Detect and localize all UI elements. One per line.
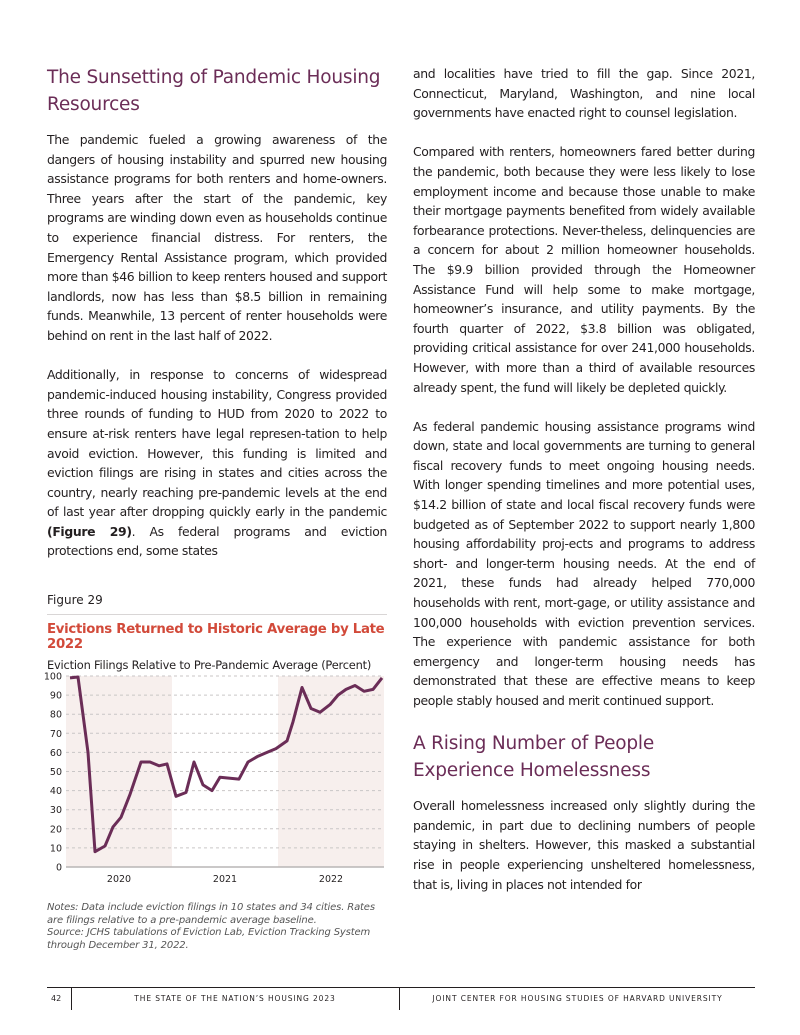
figure-title: Evictions Returned to Historic Average by Late 2022 — [47, 622, 385, 652]
section-heading-sunsetting: The Sunsetting of Pandemic Housing Resources — [47, 67, 381, 115]
figure-notes — [47, 902, 392, 952]
figure-subtitle: Eviction Filings Relative to Pre-Pandemic Average (Percent) — [47, 658, 372, 672]
paragraph: As federal pandemic housing assistance programs wind down, state and local governments are turning to general fiscal recovery funds to meet ongoing housing needs. With longer spending timelines and more potential uses, $14.2 billion of state and local fiscal recovery funds were budgeted as of September 2022 to support nearly 1,800 housing affordability proj-ects and programs to address short- and longer-term housing needs. At the end of 2021, these funds had already helped 770,000 households with rent, mort-gage, or utility assistance and 100,000 households with eviction prevention services. The experience with pandemic assistance for both emergency and longer-term housing needs has demonstrated that these are effective means to keep people stably housed and merit continued support. — [413, 418, 755, 708]
paragraph-text: Additionally, in response to concerns of widespread pandemic-induced housing instability, Congress provided three rounds of funding to HUD from 2020 to 2022 to ensure at-risk renters have legal represen-tation to help avoid eviction. However, this funding is limited and eviction filings are rising in states and cities across the country, nearly reaching pre-pandemic levels at the end of last year after dropping quickly early in the pandemic — [47, 367, 387, 520]
paragraph: The pandemic fueled a growing awareness of the dangers of housing instability and spurred new housing assistance programs for both renters and home-owners. Three years after the start of the pandemic, key programs are winding down even as households continue to experience financial distress. For renters, the Emergency Rental Assistance program, which provided more than $46 billion to keep renters housed and support landlords, now has less than $8.5 billion in remaining funds. Meanwhile, 13 percent of renter households were behind on rent in the last half of 2022. — [47, 132, 387, 343]
paragraph: Compared with renters, homeowners fared better during the pandemic, both because they were less likely to lose employment income and because those unable to make their mortgage payments benefited from widely available forbearance protections. Never-theless, delinquencies are a concern for about 2 million homeowner households. The $9.9 billion provided through the Homeowner Assistance Fund will help some to make mortgage, homeowner’s insurance, and utility payments. By the fourth quarter of 2022, $3.8 billion was obligated, providing critical assistance for over 241,000 households. However, with more than a third of available resources already spent, the fund will likely be depleted quickly. — [413, 144, 755, 395]
x-axis-ticks — [107, 874, 343, 885]
x-tick-label: 2020 — [106, 874, 132, 885]
figure-reference: (Figure 29) — [47, 523, 132, 539]
source-text: Source: JCHS tabulations of Eviction Lab, Eviction Tracking System through December 31, 2022. — [47, 927, 371, 951]
y-tick-label: 100 — [43, 671, 62, 683]
y-tick-label: 70 — [49, 728, 62, 740]
y-tick-label: 0 — [55, 862, 62, 874]
section-heading-homelessness: A Rising Number of People Experience Homelessness — [413, 733, 655, 782]
y-axis-ticks — [44, 672, 62, 874]
y-tick-label: 90 — [49, 690, 62, 702]
page-footer — [47, 987, 755, 1010]
paragraph: Overall homelessness increased only slightly during the pandemic, in part due to declining numbers of people staying in shelters. However, this masked a substantial rise in people experiencing unsheltered homelessness, that is, living in places not intended for — [413, 798, 755, 892]
x-tick-label: 2022 — [318, 874, 344, 885]
paragraph-text: . As federal programs and eviction protections end, some states — [47, 523, 388, 559]
y-tick-label: 20 — [49, 824, 62, 836]
figure-label: Figure 29 — [47, 593, 387, 615]
y-tick-label: 50 — [49, 767, 62, 778]
y-tick-label: 10 — [49, 843, 62, 855]
x-tick-label: 2021 — [212, 874, 238, 885]
y-tick-label: 80 — [49, 709, 62, 721]
right-column — [413, 64, 755, 914]
y-tick-label: 60 — [49, 747, 62, 759]
y-tick-label: 40 — [49, 786, 62, 798]
organization-name: JOINT CENTER FOR HOUSING STUDIES OF HARVARD UNIVERSITY — [432, 994, 723, 1003]
paragraph: and localities have tried to fill the gap. Since 2021, Connecticut, Maryland, Washington, and nine local governments have enacted right to counsel legislation. — [413, 66, 755, 121]
notes-text: Notes: Data include eviction filings in 10 states and 34 cities. Rates are filings relative to a pre-pandemic average baseline. — [47, 902, 375, 926]
page-number: 42 — [51, 994, 62, 1003]
y-tick-label: 30 — [49, 805, 62, 817]
publication-title: THE STATE OF THE NATION’S HOUSING 2023 — [134, 994, 336, 1003]
